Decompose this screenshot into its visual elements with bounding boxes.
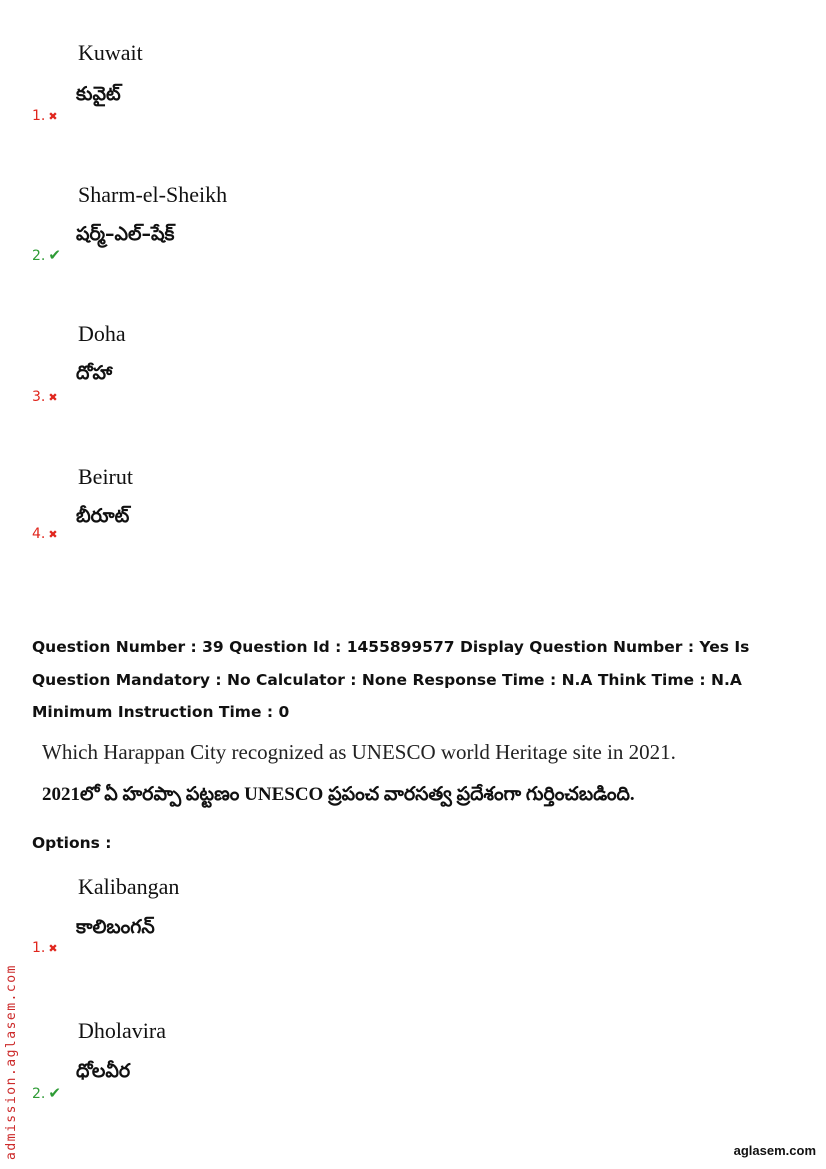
option-text-te: బీరూట్	[76, 505, 130, 527]
option-number	[32, 1084, 61, 1102]
cross-icon: ✖	[48, 528, 58, 541]
option-text-te: కాలిబంగన్	[76, 916, 155, 938]
option-text-te: కువైట్	[76, 83, 121, 105]
option-number	[32, 108, 58, 124]
corner-watermark: aglasem.com	[733, 1143, 816, 1158]
option-text-en: Sharm-el-Sheikh	[78, 182, 228, 207]
option-number-label: 3.	[32, 389, 46, 405]
option-text-en: Doha	[78, 321, 126, 346]
option-number	[32, 389, 58, 405]
cross-icon: ✖	[48, 110, 58, 123]
check-icon: ✔	[48, 246, 61, 264]
option-text-en: Beirut	[78, 464, 133, 489]
option-number	[32, 246, 61, 264]
side-watermark: admission.aglasem.com	[4, 964, 19, 1160]
option-number	[32, 940, 58, 956]
option-text-en: Kuwait	[78, 40, 143, 65]
check-icon: ✔	[48, 1084, 61, 1102]
option-text-en: Dholavira	[78, 1018, 166, 1043]
question-meta: Question Number : 39 Question Id : 1455899577 Display Question Number : Yes Is Question Mandatory : No Calculator : None Response Time : N.A Think Time : N.A Minimum Instruction Time : 0	[32, 638, 750, 721]
option-number	[32, 526, 58, 542]
option-text-te: ధోలవీర	[76, 1060, 131, 1082]
cross-icon: ✖	[48, 942, 58, 955]
option-number-label: 1.	[32, 108, 46, 124]
option-text-te: దోహా	[76, 362, 113, 384]
option-number-label: 4.	[32, 526, 46, 542]
question-text-en: Which Harappan City recognized as UNESCO world Heritage site in 2021.	[42, 740, 676, 764]
options-label: Options :	[32, 834, 112, 852]
cross-icon: ✖	[48, 391, 58, 404]
option-number-label: 1.	[32, 940, 46, 956]
option-number-label: 2.	[32, 1086, 46, 1102]
option-text-te: షర్మ్–ఎల్–షేక్	[76, 223, 175, 245]
question-text-te: 2021లో ఏ హరప్పా పట్టణం UNESCO ప్రపంచ వారసత్వ ప్రదేశంగా గుర్తించబడింది.	[42, 784, 635, 805]
option-text-en: Kalibangan	[78, 874, 180, 899]
option-number-label: 2.	[32, 248, 46, 264]
